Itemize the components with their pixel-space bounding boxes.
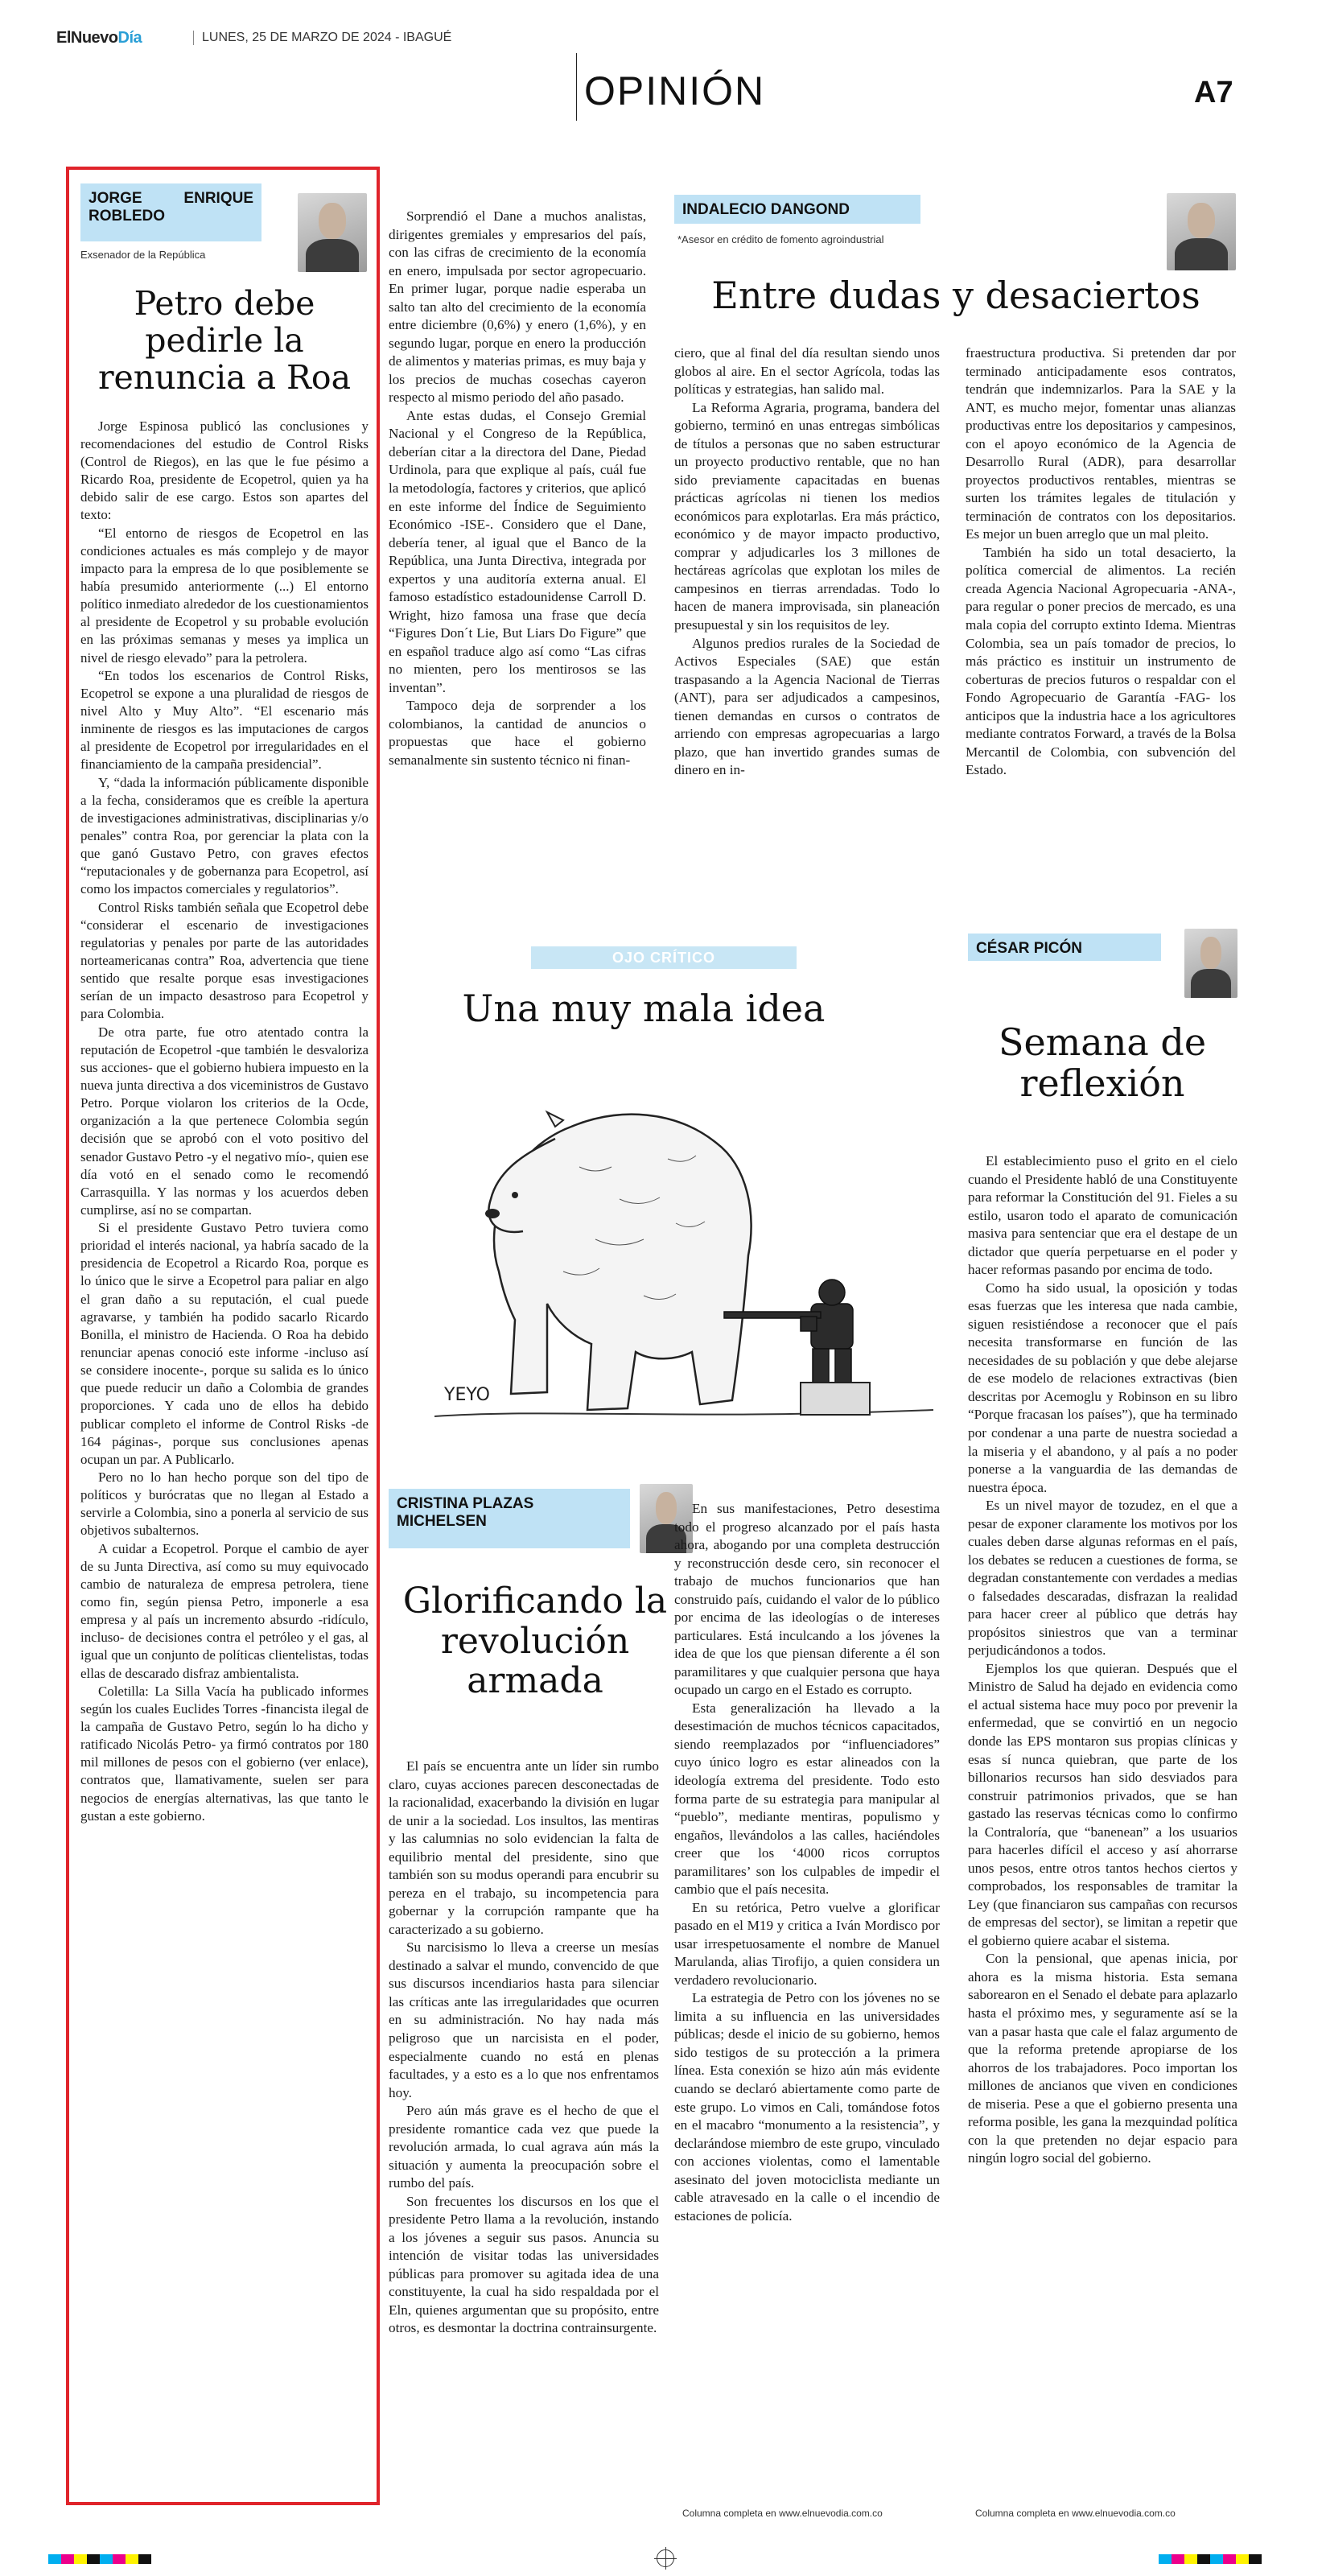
headline: Entre dudas y desaciertos [711,274,1200,317]
paragraph: Pero no lo han hecho porque son del tipo de políticos y burócratas que no llegan al Estado a servirle a Colombia, sino a ponerla al servicio de sus objetivos subalternos. [80,1469,369,1539]
paragraph: A cuidar a Ecopetrol. Porque el cambio de ayer de su Junta Directiva, así como su muy equivocado cambio de naturaleza de empresa petrolera, tiene como fin, según piensa Petro, imponerle a esa empresa y al país un incremento absurdo -ridículo, incluso- de decisiones contra el petróleo y el gas, al igual que un conjunto de políticas clientelistas, todas ellas de descarado disfraz ambientalista. [80,1540,369,1681]
cartoon-title: Una muy mala idea [462,987,826,1030]
paragraph: De otra parte, fue otro atentado contra la reputación de Ecopetrol -que también le desvaloriza sus acciones- que el gobierno hubiera impuesto en la nueva junta directiva a dos viceministros de Gustavo Petro. Porque violaron los criterios de la Ocde, organización a la que pertenece Colombia según decisión que se aprobó con el voto positivo del senador Gustavo Petro -y el negativo mío-, quien ese día votó en el senado como le recomendó Carrasquilla. Y las normas y los acuerdos deben cumplirse, así no se compartan. [80,1024,369,1218]
paragraph: Esta generalización ha llevado a la desestimación de muchos técnicos capacitados, siendo reemplazados por “influenciadores” cuyo único logro es estar alineados con la ideología extrema del presidente. Todo esto forma parte de su estrategia para manipular al “pueblo”, mediante mentiras, populismo y engaños, llevándolos a las calles, haciéndoles creer que los ‘4000 ricos corruptos paramilitares’ son los culpables de impedir el cambio que el país necesita. [674,1700,940,1898]
paragraph: En sus manifestaciones, Petro desestima todo el progreso alcanzado por el país hasta ahora, abogando por una completa destrucción y reconstrucción desde cero, sin reconocer el trabajo de muchos funcionarios que han construido país, cuidando el valor de lo público por encima de las ideologías o de intereses particulares. Está inculcando a los jóvenes la idea de que los que piensan diferente a él son paramilitares y que cualquier persona que haya ocupado un cargo en el Estado es corrupto. [674,1501,940,1698]
column-dangond-a [674,344,940,780]
paragraph: “En todos los escenarios de Control Risks, Ecopetrol se expone a una pluralidad de riesgos de nivel Alto y Muy Alto”. “El escenario más inminente de riesgos es las imputaciones de cargos al presidente de Ecopetrol por irregularidades en el financiamiento de la campaña presidencial”. [80,667,369,773]
paragraph: ciero, que al final del día resultan siendo unos globos al aire. En el sector Agrícola, todas las políticas y estrategias, han salido mal. [674,345,940,398]
paragraph: Y, “dada la información públicamente disponible a la fecha, consideramos que es creíble la apertura de investigaciones administrativas, disciplinarias y/o penales” contra Roa, por gerenciar la plata con la que ganó Gustavo Petro, con graves efectos “reputacionales y de gobernanza para Ecopetrol, así como los impactos comerciales y regulatorios”. [80,774,369,897]
article-body [80,418,369,1825]
paragraph: Como ha sido usual, la oposición y todas esas fuerzas que les interesa que nada cambie, siguen resistiéndose a reconocer que el país necesita transformarse en función de las necesidades de su población y que debe alejarse de ese modelo de relaciones extractivas (bien descritas por Acemoglu y Robinson en su libro “Porque fracasan los países”), que ha terminado por condenar a una parte de nuestra sociedad a la miseria y el abandono, y al país a no poder ponerse a la vanguardia de las demandas de nuestra época. [968,1280,1237,1495]
paragraph: Si el presidente Gustavo Petro tuviera como prioridad el interés nacional, ya habría sacado de la presidencia de Ecopetrol a Ricardo Roa, porque es lo único que le sirve a Ecopetrol para paliar en algo el gran daño a su reputación, el cual puede agravarse, y también ha podido sacarlo Ricardo Bonilla, el ministro de Hacienda. O Roa ha debido renunciar apenas conoció este informe -incluso así se considere inocente-, porque su salida es lo único que puede reducir un daño a Colombia de grandes proporciones. Y cada uno de ellos ha debido publicar completo el informe de Control Risks -de 164 páginas-, porque sus conclusiones apenas ocupan un par. A Publicarlo. [80,1220,369,1467]
author-role: Exsenador de la República [80,249,206,261]
paragraph: fraestructura productiva. Si pretenden dar por terminado anticipadamente esos contratos, tendrán que indemnizarlos. Para la SAE y la ANT, es mucho mejor, fomentar unas alianzas productivas entre los depositarios y campesinos, con el apoyo económico de la Agencia de Desarrollo Rural (ADR), para desarrollar proyectos productivos rentables, mientras se surten los trámites legales de titulación y terminación de contratos con los depositarios. Es mejor un buen arreglo que un mal pleito. [966,345,1236,542]
paragraph: Algunos predios rurales de la Sociedad de Activos Especiales (SAE) que están traspasando a la Agencia Nacional de Tierras (ANT), para ser adjudicados a campesinos, tienen demandas en cursos o contratos de arriendo con empresas agropecuarias a largo plazo, que han invertido grandes sumas de dinero en in- [674,635,940,778]
paragraph: Control Risks también señala que Ecopetrol debe “considerar el escenario de investigaciones regulatorias y penales por parte de las autoridades norteamericanas contra” Roa, advertencia que tiene sentido que resalte porque esas investigaciones serían de un impacto desastroso para Ecopetrol y para Colombia. [80,899,369,1022]
paragraph: Sorprendió el Dane a muchos analistas, dirigentes gremiales y empresarios del país, con las cifras de crecimiento de la economía en enero, impulsada por sector agropecuario. En primer lugar, porque nadie esperaba un salto tan alto del crecimiento de la economía entre diciembre (0,6%) y enero (1,6%), y en segundo lugar, porque en enero la producción de alimentos y materias primas, es muy baja y los precios de muchas cosechas cayeron respecto al mismo periodo del año pasado. [389,208,646,406]
author-name: JORGE ENRIQUE ROBLEDO [80,183,261,241]
section-divider [576,53,577,121]
paragraph: Son frecuentes los discursos en los que el presidente Petro llama a la revolución, instando a los jóvenes a seguir sus pasos. Anuncia su intención de visitar todas las universidades públicas para promover su agitada idea de una constituyente, la cual ha sido respaldada por el Eln, quienes argumentan que su propósito, entre otros, es desmontar la doctrina contrainsurgente. [389,2193,659,2336]
author-photo [1184,929,1237,998]
footer-link[interactable]: Columna completa en www.elnuevodia.com.co [975,2508,1176,2519]
dateline: LUNES, 25 DE MARZO DE 2024 - IBAGUÉ [193,31,451,45]
footer-link[interactable]: Columna completa en www.elnuevodia.com.co [682,2508,883,2519]
column-picon [968,1152,1237,2168]
paragraph: Con la pensional, que apenas inicia, por ahora es la misma historia. Esta semana saborearon en el Senado el debate para aplazarlo hasta el próximo mes, y seguramente así se la van a pasar hasta que cale el falaz argumento de que la reforma pretende apropiarse de los ahorros de los trabajadores. Poco importan los millones de ancianos que viven en condiciones de miseria. Pese a que el gobierno presenta una reforma posible, les gana la mezquindad política con la que pretenden no dejar espacio para ningún logro social del gobierno. [968,1951,1237,2166]
paragraph: El país se encuentra ante un líder sin rumbo claro, cuyas acciones parecen desconectadas de la racionalidad, exacerbando la división en lugar de unir a la sociedad. Los insultos, las mentiras y las calumnias no solo evidencian la falta de equilibrio mental del presidente, sino que también son su modus operandi para encubrir su pereza en el trabajo, su incompetencia para gobernar y la corrupción rampante que ha caracterizado a su gobierno. [389,1758,659,1937]
masthead [56,23,1270,56]
page-number: A7 [1194,76,1233,109]
author-photo [1167,193,1236,270]
newspaper-logo[interactable]: ElNuevoDía [56,29,142,47]
author-role: *Asesor en crédito de fomento agroindustrial [677,233,884,245]
section-title: OPINIÓN [584,68,766,113]
paragraph: Jorge Espinosa publicó las conclusiones y recomendaciones del estudio de Control Risks (Control de Riegos), en las que le fue pésimo a Ricardo Roa, presidente de Ecopetrol, quien ya ha debido salir de ese cargo. Estos son apartes del texto: [80,418,369,523]
paragraph: En su retórica, Petro vuelve a glorificar pasado en el M19 y critica a Iván Mordisco por usar irrespetuosamente el nombre de Manuel Marulanda, alias Tirofijo, a quien considera un verdadero revolucionario. [674,1899,940,1988]
paragraph: Ante estas dudas, el Consejo Gremial Nacional y el Congreso de la República, deberían citar a la directora del Dane, Piedad Urdinola, para que explique al país, cuál fue la metodología, factores y criterios, que aplicó en este informe del Índice de Seguimiento Económico -ISE-. Considero que el Dane, debería tener, al igual que el Banco de la República, una Junta Directiva, integrada por expertos y una auditoría externa anual. El famoso estadístico estadounidense Carroll D. Wright, hizo famosa una frase que decía “Figures Don´t Lie, But Liars Do Figure” que en español traduce algo así como “Las cifras no mienten, pero los mentirosos se las inventan”. [389,407,646,695]
headline: Semana de reflexión [998,1020,1207,1105]
column-dangond-lead [389,208,646,769]
author-photo [298,193,367,272]
column-plazas-a [389,1758,659,2338]
cartoon-kicker: OJO CRÍTICO [531,946,797,969]
author-name: CÉSAR PICÓN [968,934,1161,961]
column-plazas-b [674,1500,940,2225]
color-bar-left [48,2554,151,2564]
registration-mark [657,2549,674,2567]
paragraph: Coletilla: La Silla Vacía ha publicado informes según los cuales Euclides Torres -financista ilegal de la campaña de Gustavo Petro, según lo ha dicho y ratificado Nicolás Petro- ya firmó contratos por 180 mil millones de pesos con el gobierno (ver enlace), contratos que, llamativamente, suelen ser para negocios de energías alternativas, las que tanto le gustan a este gobierno. [80,1683,369,1824]
paragraph: La estrategia de Petro con los jóvenes no se limita a su influencia en las universidades públicas; desde el inicio de su gobierno, hemos sido testigos de su protección a la primera línea. Esta conexión se hizo aún más evidente cuando se declaró abiertamente como parte de este grupo. Lo vimos en Cali, tomándose fotos en el macabro “monumento a la resistencia”, y declarándose miembro de este grupo, vinculado con acciones violentas, como el lamentable asesinato del joven motociclista mediante un cable atravesado en la calle o el incendio de estaciones de policía. [674,1990,940,2224]
headline: Glorificando la revolución armada [402,1581,668,1702]
column-dangond-b [966,344,1236,780]
paragraph: Es un nivel mayor de tozudez, en el que a pesar de exponer claramente los motivos por los cuales deben darse algunas reformas en el país, los debates se reducen a cuestiones de forma, se degradan constantemente con verdades a medias o falsedades descaradas, disfrazan la realidad para hacer creer al público que detrás hay propósitos siniestros que van a terminar perjudicándonos a todos. [968,1498,1237,1659]
cartoon-signature: YEYO [444,1385,490,1405]
paragraph: Tampoco deja de sorprender a los colombianos, la cantidad de anuncios o propuestas que hace el gobierno semanalmente sin sustento técnico ni finan- [389,698,646,768]
headline: Petro debe pedirle la renuncia a Roa [97,284,352,397]
author-name: CRISTINA PLAZAS MICHELSEN [389,1489,630,1548]
paragraph: La Reforma Agraria, programa, bandera del gobierno, terminó en unas entregas simbólicas de títulos a personas que no saben estructurar un proyecto productivo rentable, que no han sido previamente capacitadas en buenas prácticas agrícolas ni tienen los medios económicos para explotarlas. Era más práctico, económico y de mayor impacto productivo, comprar y adjudicarles los 3 millones de hectáreas agrícolas que explotan los miles de campesinos en tierras arrendadas. Todo lo hacen de manera improvisada, sin planeación presupuestal y sin los requisitos de ley. [674,399,940,633]
paragraph: “El entorno de riesgos de Ecopetrol en las condiciones actuales es más complejo y de mayor impacto para la empresa de lo que posiblemente se había presumido anteriormente (...) El entorno político inmediato alrededor de los cuestionamientos al presidente de Ecopetrol y su probable evolución en las próximas semanas y meses ya implica un nivel de riesgo elevado” para la petrolera. [80,525,369,666]
paragraph: También ha sido un total desacierto, la política comercial de alimentos. La recién creada Agencia Nacional Agropecuaria -ANA-, para regular o poner precios de mercado, es una mala copia del corrupto extinto Idema. Mientras Colombia, sea un país tomador de precios, lo más práctico es instituir un instrumento de coberturas de precios futuros o respaldar con el Fondo Agropecuario de Garantía -FAG- los anticipos que la industria hace a los agricultores mediante contratos Forward, a través de la Bolsa Mercantil de Colombia, con subvención del Estado. [966,544,1236,778]
paragraph: El establecimiento puso el grito en el cielo cuando el Presidente habló de una Constituyente para reformar la Constitución del 91. Fieles a su estilo, usaron todo el aparato de comunicación masiva para sentenciar que era el destape de un dictador que quería perpetuarse en el poder y hacer reformas pasando por encima de todo. [968,1153,1237,1278]
color-bar-right [1159,2554,1262,2564]
paragraph: Pero aún más grave es el hecho de que el presidente romantice cada vez que puede la revolución armada, lo cual agrava aún más la situación y aumenta la preocupación sobre el rumbo del país. [389,2103,659,2191]
column-robledo [80,183,369,1825]
author-name: INDALECIO DANGOND [674,195,920,224]
cartoon-illustration [434,1062,933,1440]
paragraph: Ejemplos los que quieran. Después que el Ministro de Salud ha dejado en evidencia como el actual sistema hace muy poco por prevenir la enfermedad, que se convirtió en un negocio donde las EPS montaron sus propias clínicas y esas sí nunca quiebran, que parte de los billonarios recursos han sido desviados para construir patrimonios privados, que se han gastado las reservas técnicas como lo confirmo la Contraloría, que “banenean” a los usuarios para hacerles difícil el acceso y así ahorrarse unos pesos, entre otros tantos hechos ciertos y comprobados, los responsables de tramitar la Ley (que financiaron sus campañas con recursos de empresas del sector), se limitan a repetir que el gobierno quiere acabar el sistema. [968,1660,1237,1948]
paragraph: Su narcisismo lo lleva a creerse un mesías destinado a salvar el mundo, convencido de que sus discursos incendiarios hasta para silenciar las críticas ante las irregularidades que ocurren en su administración. No hay nada más peligroso que un narcisista en el poder, especialmente cuando no está en plenas facultades, y a esto es a lo que nos enfrentamos hoy. [389,1939,659,2100]
